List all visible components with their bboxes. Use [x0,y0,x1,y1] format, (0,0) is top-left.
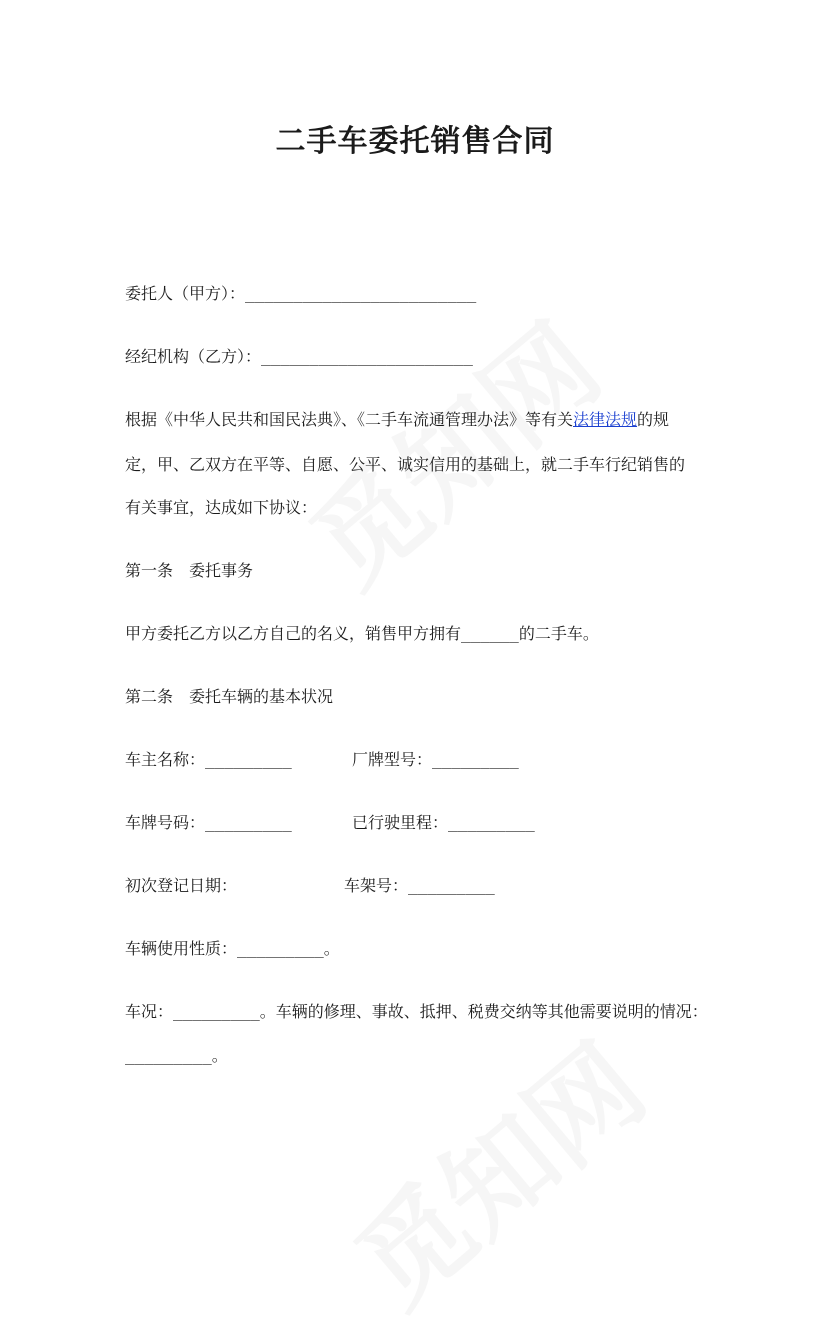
condition-line [125,1001,708,1023]
principal-label: 委托人（甲方）： [125,284,246,303]
model-line [352,749,519,771]
plate-label: 车牌号码： [125,813,206,832]
agent-line [125,346,473,368]
intro-line-2: 定，甲、乙双方在平等、自愿、公平、诚实信用的基础上，就二手车行纪销售的 [125,455,686,474]
article-1-title: 第一条 委托事务 [125,561,254,580]
mileage-blank: _________ [448,813,535,832]
condition-blank: _________ [173,1002,260,1021]
article-2-title: 第二条 委托车辆的基本状况 [125,687,334,706]
intro-text-2: 的规 [637,410,670,429]
condition-label: 车况： [125,1002,174,1021]
article-1-text [125,623,599,645]
condition-blank-2: _________ [125,1046,212,1065]
intro-line-3: 有关事宜，达成如下协议： [125,498,318,517]
reg-date-line [125,875,237,897]
document-title: 二手车委托销售合同 [275,124,555,159]
intro-text-1: 根据《中华人民共和国民法典》、《二手车流通管理办法》等有关 [125,410,574,429]
usage-blank: _________ [237,939,324,958]
article-1-text-2: 的二手车。 [518,624,599,643]
mileage-line [352,812,535,834]
condition-text: 。车辆的修理、事故、抵押、税费交纳等其他需要说明的情况： [259,1002,708,1021]
watermark-top [273,282,627,615]
law-link[interactable]: 法律法规 [573,410,638,429]
owner-label: 车主名称： [125,750,206,769]
condition-line-2 [125,1045,228,1067]
reg-date-label: 初次登记日期： [125,876,238,895]
agent-label: 经纪机构（乙方）： [125,347,262,366]
principal-line [125,283,476,305]
owner-blank: _________ [205,750,292,769]
model-blank: _________ [432,750,519,769]
usage-end: 。 [323,939,340,958]
model-label: 厂牌型号： [352,750,433,769]
vin-line [344,875,495,897]
vin-blank: _________ [408,876,495,895]
plate-blank: _________ [205,813,292,832]
mileage-label: 已行驶里程： [352,813,449,832]
article-1-blank: ______ [461,624,519,643]
agent-blank: ______________________ [261,347,473,366]
condition-end: 。 [211,1046,228,1065]
usage-line [125,938,340,960]
principal-blank: ________________________ [245,284,477,303]
plate-line [125,812,292,834]
usage-label: 车辆使用性质： [125,939,238,958]
intro-line-1 [125,409,669,431]
article-1-text-1: 甲方委托乙方以乙方自己的名义，销售甲方拥有 [125,624,462,643]
owner-line [125,749,292,771]
watermark-bottom [318,1002,672,1335]
vin-label: 车架号： [344,876,409,895]
